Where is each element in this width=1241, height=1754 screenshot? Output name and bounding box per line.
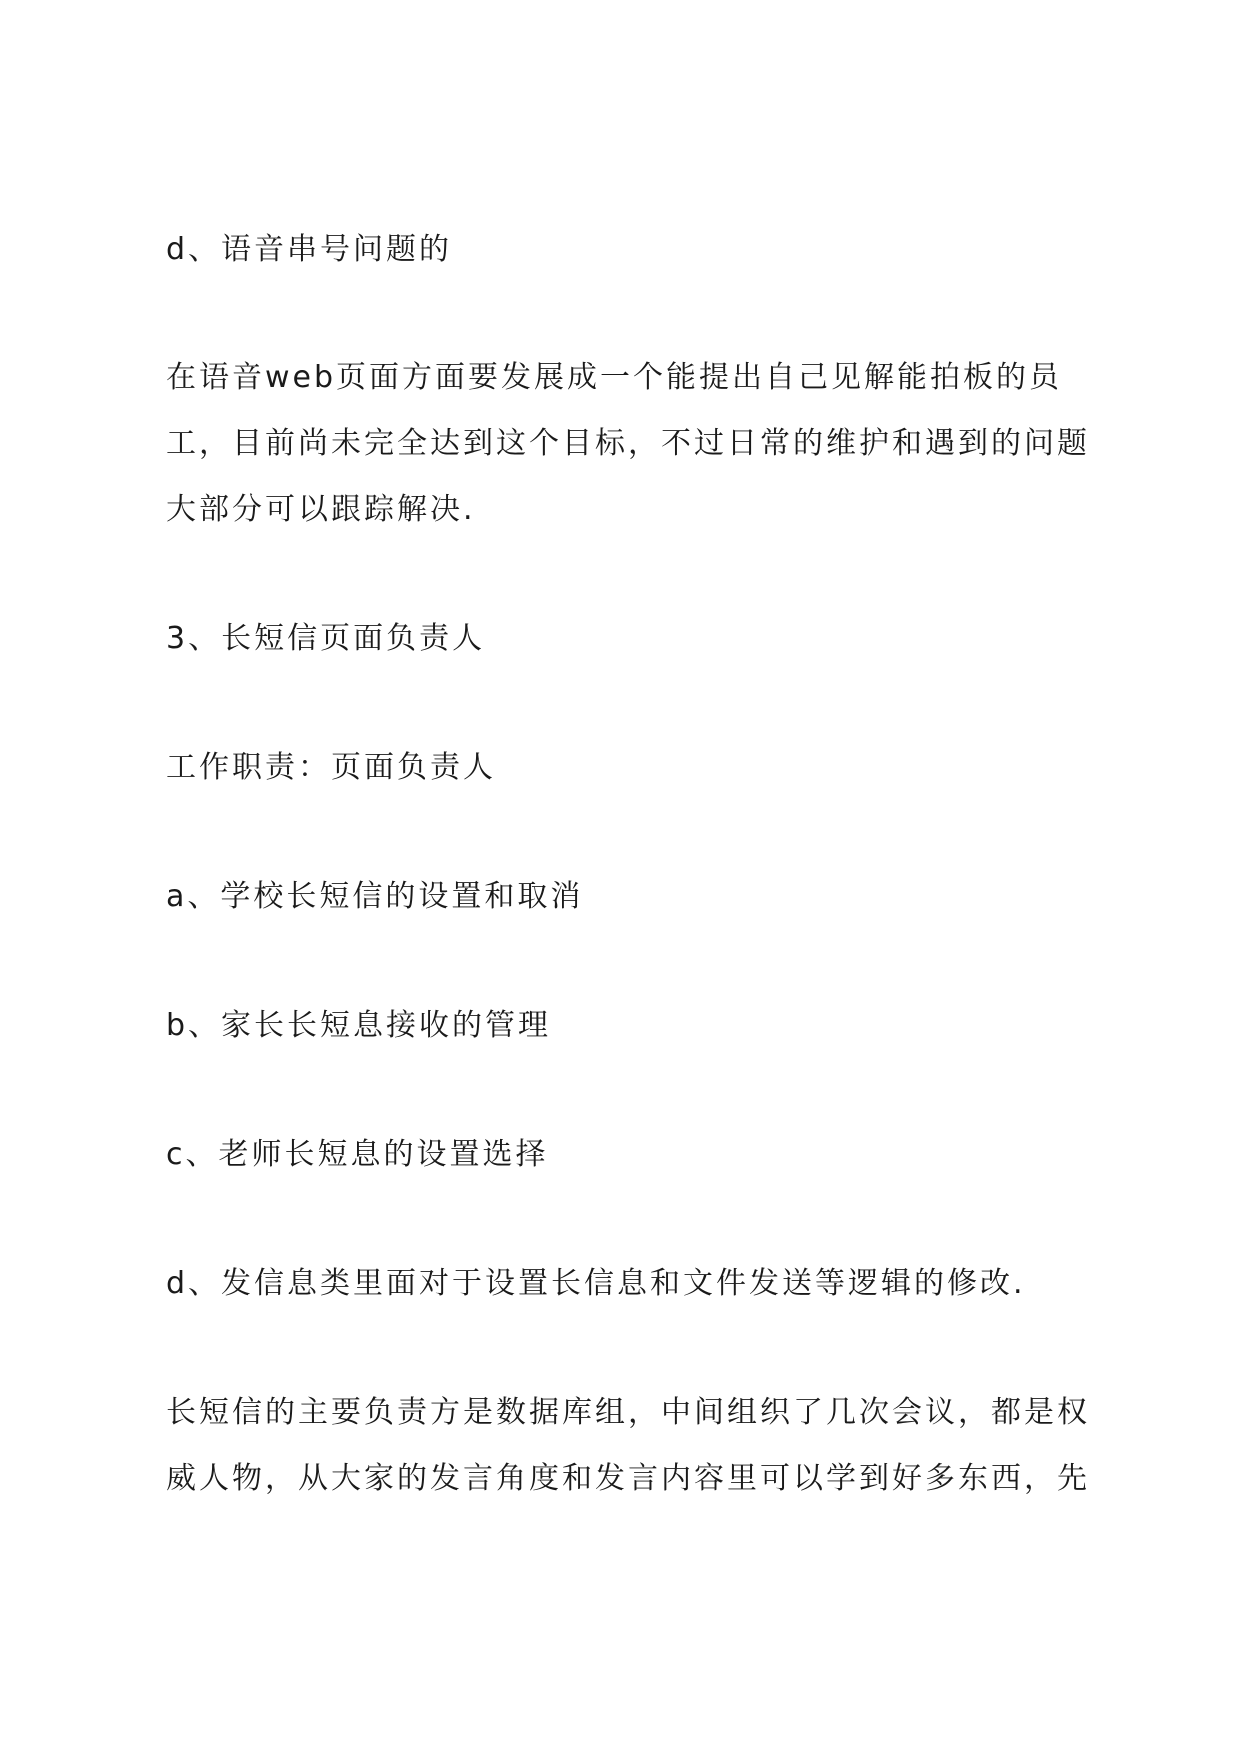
paragraph-voice-web-line-3: 大部分可以跟踪解决.	[166, 492, 476, 527]
list-item-a: a、学校长短信的设置和取消	[166, 879, 584, 914]
text-line-job-duty: 工作职责：页面负责人	[166, 750, 496, 785]
list-item-b: b、家长长短息接收的管理	[166, 1008, 552, 1043]
list-item-c: c、老师长短息的设置选择	[166, 1137, 549, 1172]
paragraph-voice-web-line-1: 在语音web页面方面要发展成一个能提出自己见解能拍板的员	[166, 360, 1063, 395]
paragraph-voice-web-line-2: 工，目前尚未完全达到这个目标，不过日常的维护和遇到的问题	[166, 426, 1090, 461]
paragraph-long-sms-line-2: 威人物，从大家的发言角度和发言内容里可以学到好多东西，先	[166, 1461, 1090, 1496]
section-heading-long-sms: 3、长短信页面负责人	[166, 621, 486, 656]
paragraph-long-sms-line-1: 长短信的主要负责方是数据库组，中间组织了几次会议，都是权	[166, 1395, 1090, 1430]
text-line-voice-serial-issue: d、语音串号问题的	[166, 232, 453, 267]
list-item-d: d、发信息类里面对于设置长信息和文件发送等逻辑的修改.	[166, 1266, 1026, 1301]
